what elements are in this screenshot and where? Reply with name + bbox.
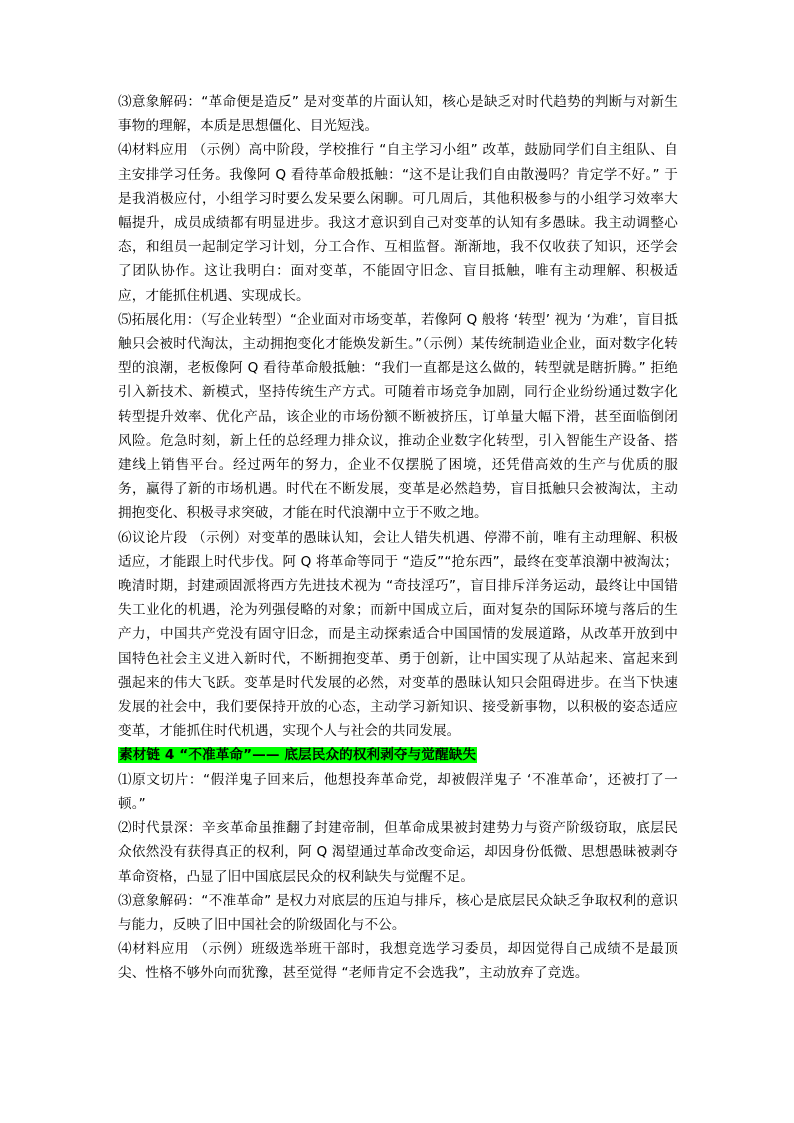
paragraph-2-historical-context: ⑵时代景深：辛亥革命虽推翻了封建帝制，但革命成果被封建势力与资产阶级窃取，底层民众依然没有获得真正的权利，阿 Q 渴望通过革命改变命运，却因身份低微、思想愚昧被剥夺革命资格，凸显了旧中国底层民众的权利缺失与觉醒不足。 xyxy=(118,820,678,885)
paragraph-6-argument-excerpt: ⑹议论片段 （示例）对变革的愚昧认知，会让人错失机遇、停滞不前，唯有主动理解、积极适应，才能跟上时代步伐。阿 Q 将革命等同于 “造反”“抢东西”，最终在变革浪潮中被淘汰；晚清时期，封建顽固派将西方先进技术视为 “奇技淫巧”，盲目排斥洋务运动，最终让中国错失工业化的机遇，沦为列强侵略的对象；而新中国成立后，面对复杂的国际环境与落后的生产力，中国共产党没有固守旧念，而是主动探索适合中国国情的发展道路，从改革开放到中国特色社会主义进入新时代，不断拥抱变革、勇于创新，让中国实现了从站起来、富起来到强起来的伟大飞跃。变革是时代发展的必然，对变革的愚昧认知只会阻碍进步。在当下快速发展的社会中，我们要保持开放的心态，主动学习新知识、接受新事物，以积极的姿态适应变革，才能抓住时代机遇，实现个人与社会的共同发展。 xyxy=(118,529,678,740)
paragraph-5-extended-use: ⑸拓展化用：（写企业转型）“企业面对市场变革，若像阿 Q 般将 ‘转型’ 视为 ‘为难’，盲目抵触只会被时代淘汰，主动拥抱变化才能焕发新生。”（示例）某传统制造业企业，面对数字化转型的浪潮，老板像阿 Q 看待革命般抵触：“我们一直都是这么做的，转型就是瞎折腾。” 拒绝引入新技术、新模式，坚持传统生产方式。可随着市场竞争加剧，同行企业纷纷通过数字化转型提升效率、优化产品，该企业的市场份额不断被挤压，订单量大幅下滑，甚至面临倒闭风险。危急时刻，新上任的总经理力排众议，推动企业数字化转型，引入智能生产设备、搭建线上销售平台。经过两年的努力，企业不仅摆脱了困境，还凭借高效的生产与优质的服务，赢得了新的市场机遇。时代在不断发展，变革是必然趋势，盲目抵触只会被淘汰，主动拥抱变化、积极寻求突破，才能在时代浪潮中立于不败之地。 xyxy=(118,311,678,522)
document-body xyxy=(118,90,678,986)
paragraph-4-material-application-2: ⑷材料应用 （示例）班级选举班干部时，我想竞选学习委员，却因觉得自己成绩不是最顶尖、性格不够外向而犹豫，甚至觉得 “老师肯定不会选我”，主动放弃了竞选。 xyxy=(118,941,678,982)
paragraph-1-original-excerpt: ⑴原文切片：“假洋鬼子回来后，他想投奔革命党，却被假洋鬼子 ‘不准革命’，还被打了一顿。” xyxy=(118,771,678,812)
paragraph-3-symbol-decoding-2: ⑶意象解码：“不准革命” 是权力对底层的压迫与排斥，核心是底层民众缺乏争取权利的意识与能力，反映了旧中国社会的阶级固化与不公。 xyxy=(118,892,678,933)
paragraph-3-symbol-decoding: ⑶意象解码：“革命便是造反” 是对变革的片面认知，核心是缺乏对时代趋势的判断与对新生事物的理解，本质是思想僵化、目光短浅。 xyxy=(118,94,678,135)
section-heading: 素材链 4 “不准革命”—— 底层民众的权利剥夺与觉醒缺失 xyxy=(119,747,477,764)
section-heading-line xyxy=(118,743,678,767)
paragraph-4-material-application: ⑷材料应用 （示例）高中阶段，学校推行 “自主学习小组” 改革，鼓励同学们自主组队、自主安排学习任务。我像阿 Q 看待革命般抵触：“这不是让我们自由散漫吗？肯定学不好。” 于是我消极应付，小组学习时要么发呆要么闲聊。可几周后，其他积极参与的小组学习效率大幅提升，成员成绩都有明显进步。我这才意识到自己对变革的认知有多愚昧。我主动调整心态，和组员一起制定学习计划，分工合作、互相监督。渐渐地，我不仅收获了知识，还学会了团队协作。这让我明白：面对变革，不能固守旧念、盲目抵触，唯有主动理解、积极适应，才能抓住机遇、实现成长。 xyxy=(118,142,678,304)
